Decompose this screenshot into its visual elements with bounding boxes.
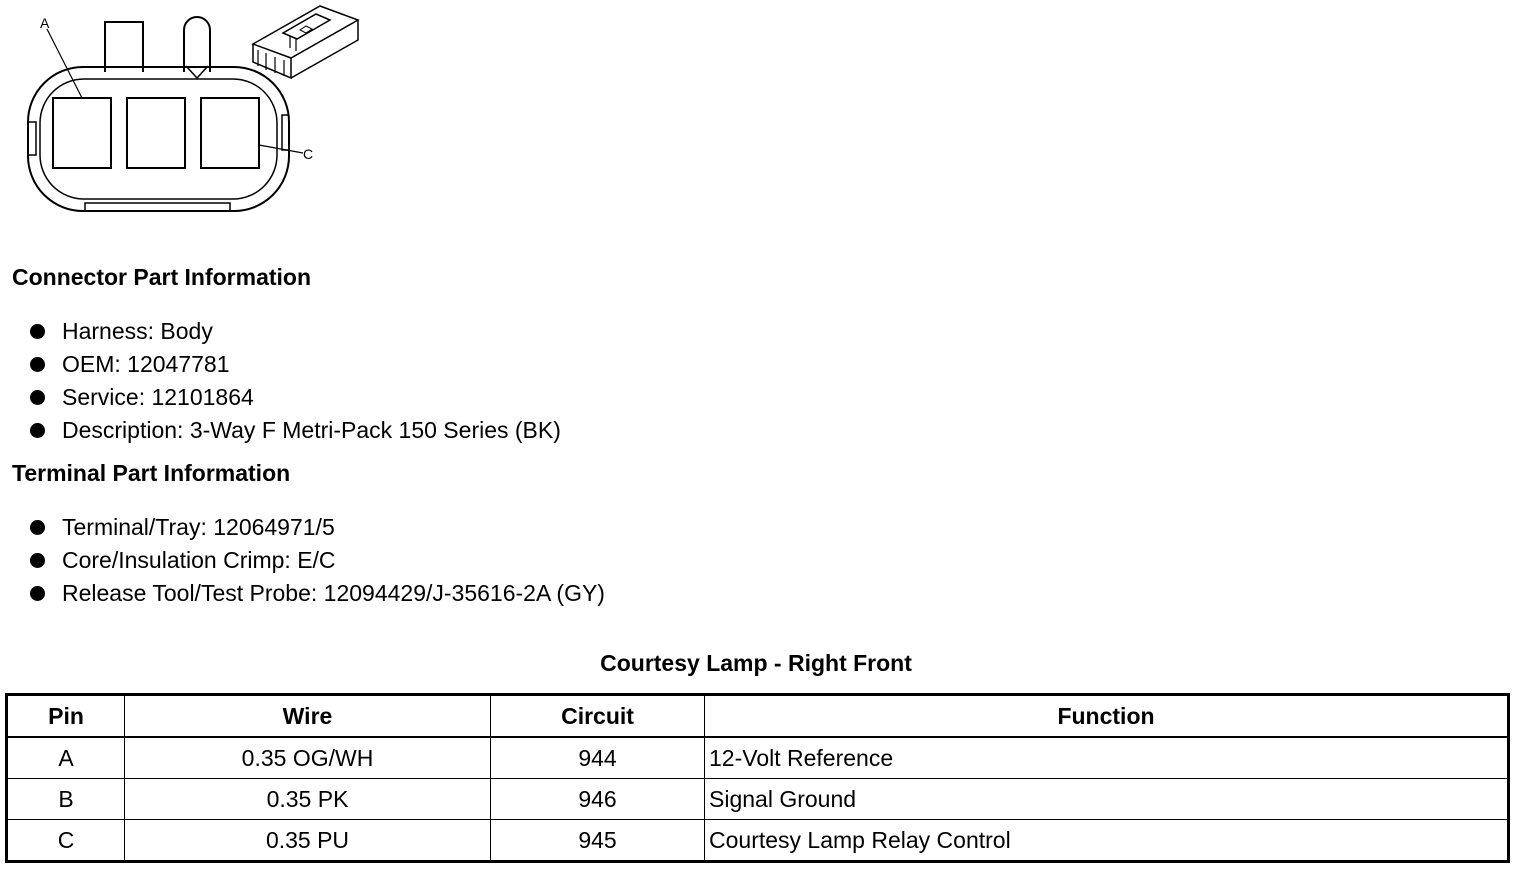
list-item-text: Terminal/Tray: 12064971/5 — [62, 514, 335, 540]
list-item-text: Description: 3-Way F Metri-Pack 150 Series (BK) — [62, 417, 561, 443]
cell-circuit: 944 — [491, 737, 705, 779]
cell-pin: C — [7, 820, 125, 862]
bullet-icon — [30, 553, 45, 568]
bullet-icon — [30, 423, 45, 438]
cell-pin: A — [7, 737, 125, 779]
cell-function: Courtesy Lamp Relay Control — [705, 820, 1509, 862]
list-item-text: Release Tool/Test Probe: 12094429/J-35616-2A (GY) — [62, 580, 605, 606]
list-item — [30, 577, 605, 610]
cell-pin: B — [7, 779, 125, 820]
connector-part-info-heading: Connector Part Information — [12, 264, 312, 290]
bullet-icon — [30, 324, 45, 339]
header-pin: Pin — [7, 695, 125, 738]
list-item — [30, 315, 561, 348]
bullet-icon — [30, 357, 45, 372]
terminal-part-info-list — [30, 511, 605, 610]
header-function: Function — [705, 695, 1509, 738]
cell-function: 12-Volt Reference — [705, 737, 1509, 779]
cell-wire: 0.35 PU — [125, 820, 491, 862]
list-item — [30, 511, 605, 544]
list-item-text: OEM: 12047781 — [62, 351, 230, 377]
header-wire: Wire — [125, 695, 491, 738]
table-row — [7, 779, 1509, 820]
cavity-label-a: A — [40, 15, 50, 31]
list-item-text: Service: 12101864 — [62, 384, 254, 410]
list-item — [30, 381, 561, 414]
list-item-text: Core/Insulation Crimp: E/C — [62, 547, 336, 573]
list-item-text: Harness: Body — [62, 318, 213, 344]
list-item — [30, 414, 561, 447]
cell-circuit: 945 — [491, 820, 705, 862]
header-circuit: Circuit — [491, 695, 705, 738]
cell-circuit: 946 — [491, 779, 705, 820]
table-row — [7, 737, 1509, 779]
bullet-icon — [30, 586, 45, 601]
cell-function: Signal Ground — [705, 779, 1509, 820]
cavity-label-c: C — [303, 146, 314, 162]
pin-table — [5, 693, 1510, 863]
table-header-row — [7, 695, 1509, 738]
connector-isometric-icon — [253, 6, 358, 78]
connector-face-diagram — [0, 0, 380, 225]
bullet-icon — [30, 520, 45, 535]
list-item — [30, 544, 605, 577]
bullet-icon — [30, 390, 45, 405]
cell-wire: 0.35 PK — [125, 779, 491, 820]
list-item — [30, 348, 561, 381]
table-title: Courtesy Lamp - Right Front — [600, 650, 912, 676]
connector-part-info-list — [30, 315, 561, 447]
cell-wire: 0.35 OG/WH — [125, 737, 491, 779]
terminal-part-info-heading: Terminal Part Information — [12, 460, 291, 486]
table-row — [7, 820, 1509, 862]
